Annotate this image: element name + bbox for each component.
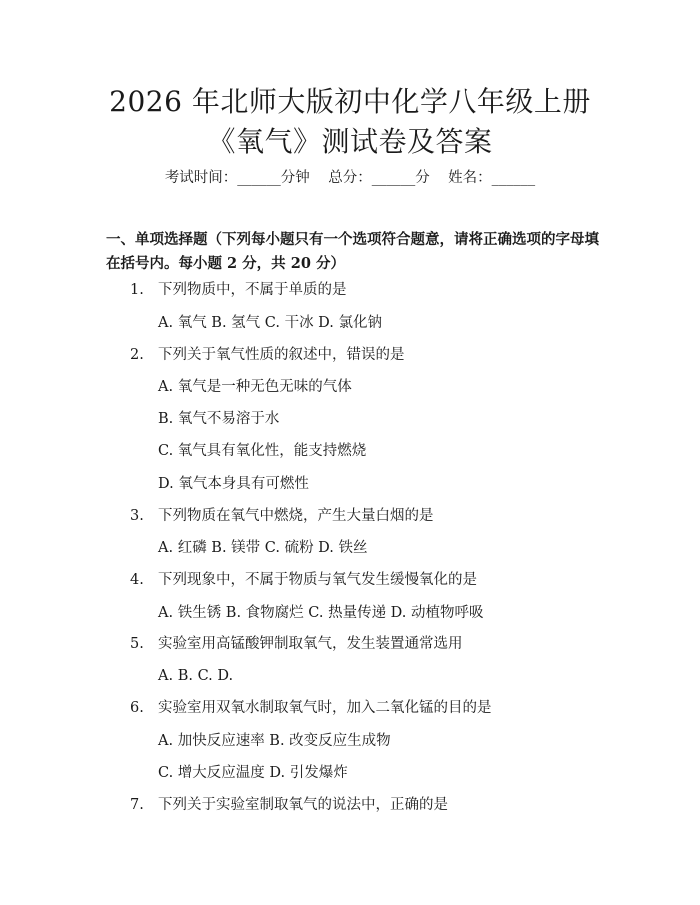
question-number: 5. bbox=[130, 636, 144, 652]
question-text: 下列现象中，不属于物质与氧气发生缓慢氧化的是 bbox=[158, 572, 477, 588]
question-number: 2. bbox=[130, 347, 144, 363]
question-text: 下列关于氧气性质的叙述中，错误的是 bbox=[158, 347, 405, 363]
question-number: 3. bbox=[130, 508, 144, 524]
question-3-options: A. 红磷 B. 镁带 C. 硫粉 D. 铁丝 bbox=[158, 540, 368, 556]
page-title: 2026 年北师大版初中化学八年级上册《氧气》测试卷及答案 bbox=[109, 85, 591, 158]
question-number: 4. bbox=[130, 572, 144, 588]
question-1 bbox=[130, 280, 347, 300]
question-text: 实验室用高锰酸钾制取氧气，发生装置通常选用 bbox=[158, 636, 463, 652]
question-6 bbox=[130, 698, 492, 718]
question-6-options-cd: C. 增大反应温度 D. 引发爆炸 bbox=[158, 765, 348, 781]
question-text: 下列物质中，不属于单质的是 bbox=[158, 282, 347, 298]
question-2-option-a: A. 氧气是一种无色无味的气体 bbox=[158, 379, 352, 395]
question-3 bbox=[130, 506, 434, 526]
question-5-options: A. B. C. D. bbox=[158, 668, 234, 684]
question-number: 1. bbox=[130, 282, 144, 298]
question-1-options: A. 氧气 B. 氢气 C. 干冰 D. 氯化钠 bbox=[158, 315, 383, 331]
question-2-option-d: D. 氧气本身具有可燃性 bbox=[158, 476, 309, 492]
question-number: 6. bbox=[130, 700, 144, 716]
question-5 bbox=[130, 634, 463, 654]
question-6-options-ab: A. 加快反应速率 B. 改变反应生成物 bbox=[158, 733, 391, 749]
question-2-option-b: B. 氧气不易溶于水 bbox=[158, 411, 280, 427]
question-2-option-c: C. 氧气具有氧化性，能支持燃烧 bbox=[158, 443, 367, 459]
exam-meta: 考试时间：______分钟 总分：______分 姓名：______ bbox=[164, 170, 536, 186]
question-2 bbox=[130, 345, 405, 365]
question-4-options: A. 铁生锈 B. 食物腐烂 C. 热量传递 D. 动植物呼吸 bbox=[158, 605, 484, 621]
section-heading: 一、单项选择题（下列每小题只有一个选项符合题意，请将正确选项的字母填在括号内。每小题 2 分，共 20 分） bbox=[106, 231, 599, 272]
question-text: 下列物质在氧气中燃烧，产生大量白烟的是 bbox=[158, 508, 434, 524]
question-4 bbox=[130, 570, 477, 590]
question-text: 下列关于实验室制取氧气的说法中，正确的是 bbox=[158, 797, 448, 813]
question-number: 7. bbox=[130, 797, 144, 813]
question-7 bbox=[130, 795, 448, 815]
question-text: 实验室用双氧水制取氧气时，加入二氧化锰的目的是 bbox=[158, 700, 492, 716]
